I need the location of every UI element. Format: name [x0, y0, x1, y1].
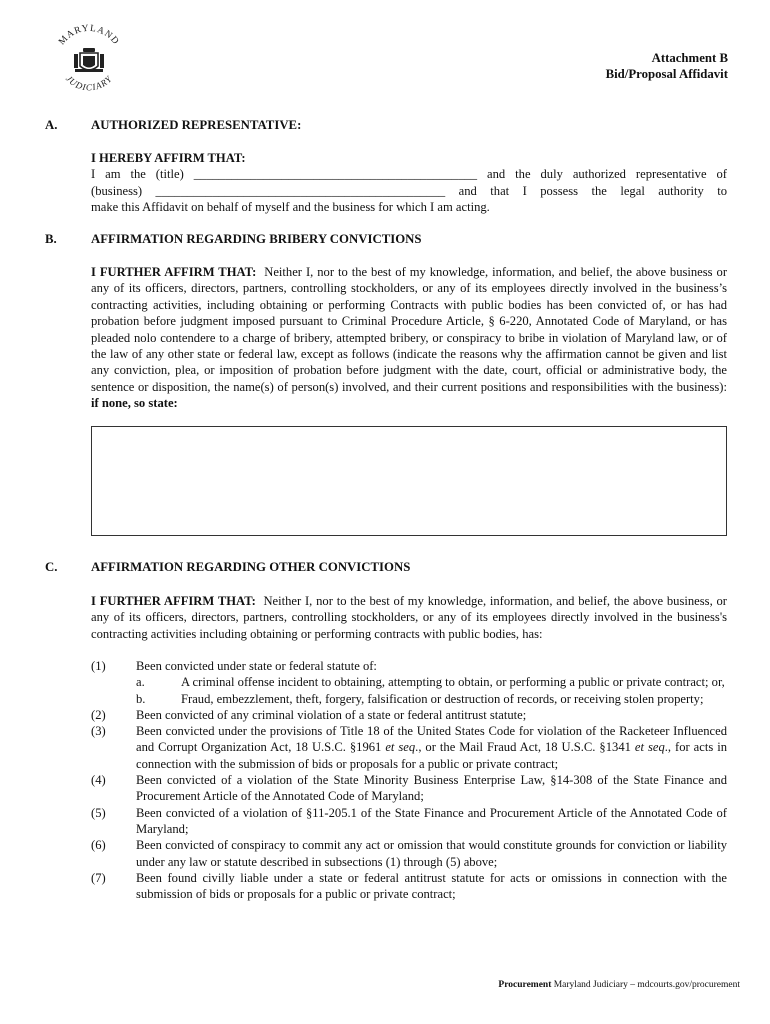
section-a-affirm-heading: I HEREBY AFFIRM THAT:: [91, 151, 246, 165]
section-b-body: Neither I, nor to the best of my knowledge, information, and belief, the above business or any of its officers, directors, partners, controlling stockholders, or any of its employees directly involved in the business’s contracting activities, including obtaining or performing Contracts with public bodies has been convicted of, or has had probation before judgment imposed pursuant to Criminal Procedure Article, § 6-220, Annotated Code of Maryland, or has pleaded nolo contendere to a charge of bribery, attempted bribery, or conspiracy to bribe in violation of Maryland law, or of the law of any other state or federal law, except as follows (indicate the reasons why the affirmation cannot be given and list any conviction, plea, or imposition of probation before judgment with the date, court, official or administrative body, the sentence or disposition, the name(s) of person(s) involved, and their current positions and responsibilities with the business):: [91, 265, 728, 394]
section-c-letter: C.: [45, 560, 58, 574]
list-item-number: (1): [91, 659, 106, 673]
list-item-text: Been convicted of a violation of the State Minority Business Enterprise Law, §14-308 of the State Finance and Procurement Article of the Annotated Code of Maryland;: [136, 773, 727, 804]
section-b-paragraph: [91, 264, 727, 412]
sub-list-item-letter: a.: [136, 675, 145, 690]
section-b-lead: I FURTHER AFFIRM THAT:: [91, 265, 257, 279]
list-item-text: Been found civilly liable under a state or federal antitrust statute for acts or omissions in connection with the submission of bids or proposals for a public or private contract;: [136, 870, 727, 902]
list-item-text: Been convicted under the provisions of Title 18 of the United States Code for violation of the Racketeer Influenced and Corrupt Organization Act, 18 U.S.C. §1961 et seq., or the Mail Fraud Act, 18 U.S.C. §1341 et seq., for acts in connection with the submission of bids or proposals for a public or private contract;: [136, 724, 728, 771]
svg-text:JUDICIARY: JUDICIARY: [63, 73, 115, 93]
list-item-number: (7): [91, 870, 106, 885]
section-b-tail: if none, so state:: [91, 396, 178, 411]
sub-list-item-text: A criminal offense incident to obtaining, attempting to obtain, or performing a public or private contract; or,: [181, 675, 725, 690]
section-c-title: AFFIRMATION REGARDING OTHER CONVICTIONS: [91, 560, 411, 574]
list-item-number: (5): [91, 805, 106, 820]
footer-site-text: Maryland Judiciary – mdcourts.gov/procurement: [551, 980, 740, 990]
affidavit-authority-line: make this Affidavit on behalf of myself and the business for which I am acting.: [91, 200, 490, 215]
page-footer: [498, 980, 740, 990]
section-b-title: AFFIRMATION REGARDING BRIBERY CONVICTIONS: [91, 232, 422, 246]
sub-list-item-letter: b.: [136, 691, 146, 706]
list-item-text: Been convicted under state or federal statute of:: [136, 659, 377, 673]
sub-list-item: [136, 674, 727, 690]
section-c-paragraph: [91, 593, 727, 642]
list-item: [91, 772, 727, 805]
business-line: (business) ______________________________________________ and that I possess the legal authority to: [91, 183, 727, 198]
section-a-letter: A.: [45, 118, 58, 132]
section-c-lead: I FURTHER AFFIRM THAT:: [91, 594, 256, 608]
footer-procurement-label: Procurement: [498, 980, 552, 990]
list-item: [91, 707, 727, 723]
list-item: [91, 837, 727, 870]
title-line: I am the (title) _____________________________________________ and the duly authorized representative of: [91, 167, 727, 182]
attachment-header: [606, 50, 728, 82]
svg-text:MARYLAND: MARYLAND: [57, 23, 121, 48]
list-item: [91, 805, 727, 838]
list-item-text: Been convicted of any criminal violation of a state or federal antitrust statute;: [136, 707, 527, 722]
list-item-number: (6): [91, 838, 106, 853]
document-title: Bid/Proposal Affidavit: [605, 67, 728, 81]
bribery-exceptions-textbox[interactable]: [91, 426, 727, 536]
maryland-judiciary-seal-logo: [50, 22, 128, 100]
section-c-body: Neither I, nor to the best of my knowledge, information, and belief, the above business, or any of its officers, directors, partners, controlling stockholders, or any of its employees directly involved in the business's contracting activities including obtaining or performing contracts with public bodies, has:: [91, 594, 727, 641]
list-item-number: (4): [91, 773, 106, 788]
list-item-text: Been convicted of conspiracy to commit any act or omission that would constitute grounds for conviction or liability under any law or statute described in subsections (1) through (5) above;: [136, 838, 727, 869]
sub-list-item: [136, 691, 727, 707]
list-item: [91, 723, 727, 772]
section-a-body: [91, 150, 727, 216]
convictions-list: [91, 658, 727, 902]
list-item-number: (2): [91, 707, 106, 722]
sub-list-item-text: Fraud, embezzlement, theft, forgery, falsification or destruction of records, or receiving stolen property;: [181, 691, 704, 706]
list-item-text: Been convicted of a violation of §11-205.1 of the State Finance and Procurement Article of the Annotated Code of Maryland;: [136, 805, 727, 836]
list-item: [91, 870, 727, 903]
section-b-letter: B.: [45, 232, 57, 246]
attachment-label: Attachment B: [651, 51, 728, 65]
list-item-number: (3): [91, 724, 106, 739]
list-item: [91, 658, 727, 707]
section-a-title: AUTHORIZED REPRESENTATIVE:: [91, 118, 302, 132]
